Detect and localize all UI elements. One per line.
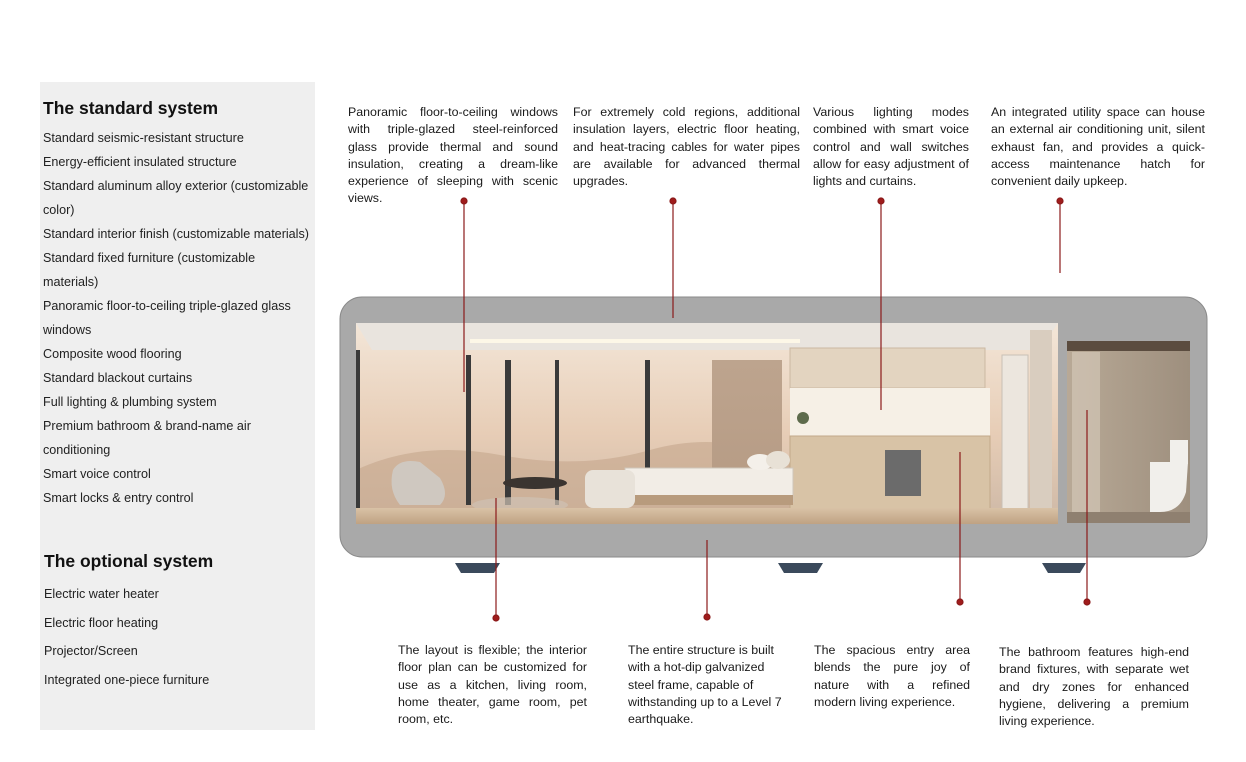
base-foot — [778, 563, 823, 573]
list-item: Projector/Screen — [44, 644, 138, 659]
sofa — [585, 470, 635, 508]
base-foot — [455, 563, 500, 573]
list-item: Standard aluminum alloy exterior (customizable color) — [43, 179, 309, 217]
list-item: Full lighting & plumbing system — [43, 395, 217, 409]
base-foot — [1042, 563, 1086, 573]
list-item: Integrated one-piece furniture — [44, 672, 210, 687]
list-item: Premium bathroom & brand-name air conditioning — [43, 419, 251, 457]
list-item: Panoramic floor-to-ceiling triple-glazed glass windows — [43, 299, 291, 337]
list-item: Smart voice control — [43, 467, 151, 481]
list-item: Electric floor heating — [44, 615, 159, 630]
callout-entry: The spacious entry area blends the pure joy of nature with a refined modern living experience. — [814, 643, 970, 709]
kitchen-upper-cabinets — [790, 348, 985, 388]
bathroom — [1067, 341, 1190, 523]
callout-utility: An integrated utility space can house an external air conditioning unit, silent exhaust fan, and provides a quick-access maintenance hatch for convenient daily upkeep. — [991, 105, 1205, 189]
main-room — [356, 323, 1058, 524]
callout-structure: The entire structure is built with a hot-dip galvanized steel frame, capable of withstanding up to a Level 7 earthquake. — [628, 643, 782, 727]
list-item: Composite wood flooring — [43, 347, 182, 361]
list-item: Energy-efficient insulated structure — [43, 155, 237, 169]
list-item: Smart locks & entry control — [43, 491, 194, 505]
list-item: Standard seismic-resistant structure — [43, 131, 244, 145]
callout-bathroom: The bathroom features high-end brand fixtures, with separate wet and dry zones for enhanced hygiene, delivering a premium living experience. — [999, 645, 1189, 729]
coffee-table — [503, 477, 567, 489]
callout-windows: Panoramic floor-to-ceiling windows with triple-glazed steel-reinforced glass provide thermal and sound insulation, creating a dream-like experience of sleeping with scenic views. — [348, 105, 558, 206]
list-item: Electric water heater — [44, 587, 159, 601]
list-item: Standard interior finish (customizable materials) — [43, 227, 309, 241]
entry-door — [1002, 355, 1028, 515]
list-item: Standard blackout curtains — [43, 371, 193, 385]
callout-lighting: Various lighting modes combined with smart voice control and wall switches allow for easy adjustment of lights and curtains. — [813, 105, 969, 189]
callout-insulation: For extremely cold regions, additional insulation layers, electric floor heating, and heat-tracing cables for water pipes are available for advanced thermal upgrades. — [573, 105, 800, 189]
list-item: Standard fixed furniture (customizable materials) — [43, 251, 256, 289]
standard-system-title: The standard system — [43, 98, 219, 118]
callout-layout: The layout is flexible; the interior floor plan can be customized for use as a kitchen, living room, home theater, game room, pet room, etc. — [398, 643, 587, 727]
optional-system-title: The optional system — [44, 551, 214, 571]
